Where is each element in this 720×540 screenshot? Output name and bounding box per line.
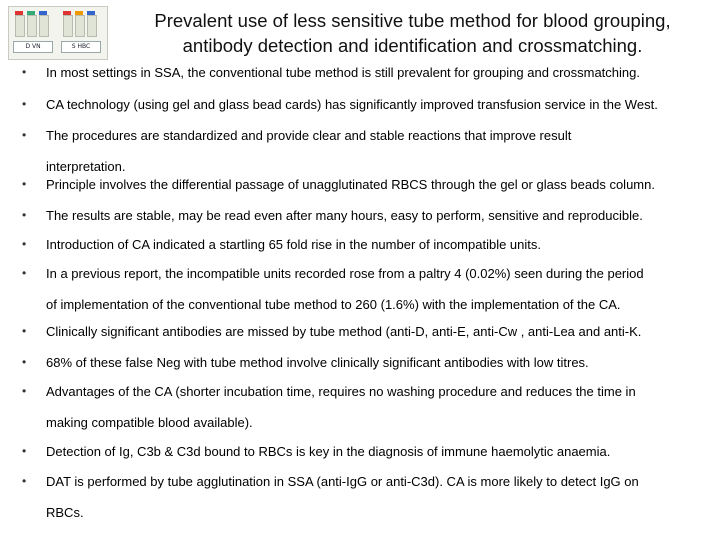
bullet-text-line: Clinically significant antibodies are missed by tube method (anti-D, anti-E, anti-Cw , anti-Lea and anti-K. [46,324,642,339]
bullet-text-line: Detection of Ig, C3b & C3d bound to RBCs is key in the diagnosis of immune haemolytic anaemia. [46,444,611,459]
bullet-dot: • [22,444,27,458]
gel-column [27,15,37,37]
bullet-text-line: The results are stable, may be read even after many hours, easy to perform, sensitive and reproducible. [46,208,643,223]
bullet-dot: • [22,97,27,111]
bullet-dot: • [22,237,27,251]
bullet-text-line: Principle involves the differential passage of unagglutinated RBCS through the gel or glass beads column. [46,177,655,192]
bullet-text-line: In most settings in SSA, the conventional tube method is still prevalent for grouping and crossmatching. [46,65,640,80]
bullet-dot: • [22,474,27,488]
gel-column [39,15,49,37]
bullet-dot: • [22,266,27,280]
bullet-text-line: CA technology (using gel and glass bead cards) has significantly improved transfusion service in the West. [46,97,658,112]
bullet-text-line: Introduction of CA indicated a startling 65 fold rise in the number of incompatible units. [46,237,542,252]
bullet-text-line: RBCs. [46,505,84,520]
bullet-text-line: In a previous report, the incompatible units recorded rose from a paltry 4 (0.02%) seen during the period [46,266,644,281]
slide-title [110,8,715,58]
bullet-text-line: of implementation of the conventional tube method to 260 (1.6%) with the implementation of the CA. [46,297,621,312]
slide-title-line: Prevalent use of less sensitive tube method for blood grouping, [154,10,671,31]
bullet-text-line: The procedures are standardized and provide clear and stable reactions that improve result [46,128,572,143]
slide-title-line: antibody detection and identification and crossmatching. [182,35,643,56]
gel-column [15,15,25,37]
bullet-text-line: DAT is performed by tube agglutination in SSA (anti-IgG or anti-C3d). CA is more likely to detect IgG on [46,474,639,489]
bullet-dot: • [22,128,27,142]
bullet-text-line: interpretation. [46,159,126,174]
bullet-dot: • [22,208,27,222]
gel-card-thumbnail-image [8,6,108,60]
gel-column [75,15,85,37]
bullet-dot: • [22,177,27,191]
gel-column [87,15,97,37]
bullet-dot: • [22,355,27,369]
gel-column [63,15,73,37]
bullet-text-line: 68% of these false Neg with tube method involve clinically significant antibodies with low titres. [46,355,589,370]
bullet-dot: • [22,324,27,338]
bullet-text-line: Advantages of the CA (shorter incubation time, requires no washing procedure and reduces the time in [46,384,636,399]
card-label: D VN [13,41,53,53]
card-label: S HBC [61,41,101,53]
bullet-dot: • [22,65,27,79]
bullet-text-line: making compatible blood available). [46,415,253,430]
bullet-dot: • [22,384,27,398]
